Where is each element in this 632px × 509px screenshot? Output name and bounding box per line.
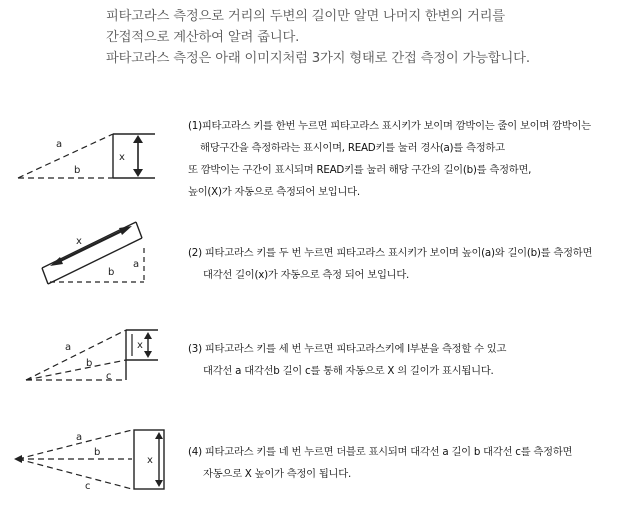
tape-start [42, 268, 48, 284]
diagram-3-svg [20, 322, 170, 392]
intro-line: 파타고라스 측정은 아래 이미지처럼 3가지 형태로 간접 측정이 가능합니다. [106, 51, 530, 66]
label-a: a [65, 342, 72, 353]
label-x: x [137, 340, 143, 351]
diagram-2 [36, 210, 166, 295]
label-c: c [106, 371, 112, 382]
label-a: a [133, 259, 140, 270]
intro-paragraph [106, 6, 626, 69]
diagram-3 [20, 322, 170, 392]
label-a: a [56, 139, 63, 150]
section-4-text [188, 441, 572, 485]
section-3-line: 대각선 a 대각선b 길이 c를 통해 자동으로 X 의 길이가 표시됩니다. [203, 365, 494, 377]
intro-line: 피타고라스 측정으로 거리의 두변의 길이만 알면 나머지 한변의 거리를 [106, 9, 505, 24]
label-x: x [147, 455, 153, 466]
section-2-text [188, 242, 592, 286]
arrow-up-icon [133, 135, 143, 143]
arrow-down-icon [144, 351, 152, 358]
section-1-line: 해당구간을 측정하라는 표시이며, READ키를 눌러 경사(a)를 측정하고 [200, 142, 505, 154]
label-b: b [94, 447, 101, 458]
diagram-1 [14, 125, 164, 185]
intro-line: 간접적으로 계산하여 알려 줍니다. [106, 30, 300, 45]
section-1-line: 높이(X)가 자동으로 측정되어 보입니다. [188, 186, 360, 198]
section-1-text [188, 115, 591, 203]
origin-arrow-icon [14, 455, 22, 463]
arrow-right-icon [119, 226, 132, 235]
diagram-4 [10, 425, 170, 495]
label-x: x [119, 152, 125, 163]
label-c: c [85, 481, 91, 492]
label-a: a [76, 432, 83, 443]
section-3-line: (3) 피타고라스 키를 세 번 누르면 피타고라스키에 l부분을 측정할 수 있고 [188, 343, 507, 355]
arrow-up-icon [155, 432, 163, 439]
section-4-line: 자동으로 X 높이가 측정이 됩니다. [203, 468, 351, 480]
label-x: x [76, 236, 82, 247]
arrow-down-icon [155, 480, 163, 487]
diagram-1-svg [14, 125, 164, 185]
section-2-line: 대각선 길이(x)가 자동으로 측정 되어 보입니다. [203, 269, 410, 281]
section-4-line: (4) 피타고라스 키를 네 번 누르면 더블로 표시되며 대각선 a 길이 b 대각선 c를 측정하면 [188, 446, 573, 458]
diagonal-arrow-line [54, 228, 128, 264]
section-1-line: 또 깜박이는 구간이 표시되며 READ키를 눌러 해당 구간의 길이(b)를 측정하면, [188, 164, 532, 176]
diagram-4-svg [10, 425, 170, 495]
diagonal-line-a [18, 430, 132, 459]
tape-end [136, 222, 142, 238]
arrow-down-icon [133, 169, 143, 177]
slope-line-a [18, 134, 113, 178]
section-3-text [188, 338, 506, 382]
diagonal-line-c [18, 459, 132, 489]
section-2-line: (2) 피타고라스 키를 두 번 누르면 피타고라스 표시키가 보이며 높이(a)와 길이(b)를 측정하면 [188, 247, 593, 259]
diagram-2-svg [36, 210, 166, 295]
label-b: b [108, 267, 115, 278]
arrow-up-icon [144, 332, 152, 339]
label-b: b [74, 165, 81, 176]
label-b: b [86, 358, 93, 369]
section-1-line: (1)피타고라스 키를 한번 누르면 피타고라스 표시키가 보이며 깜박이는 줄이 보이며 깜박이는 [188, 120, 591, 132]
